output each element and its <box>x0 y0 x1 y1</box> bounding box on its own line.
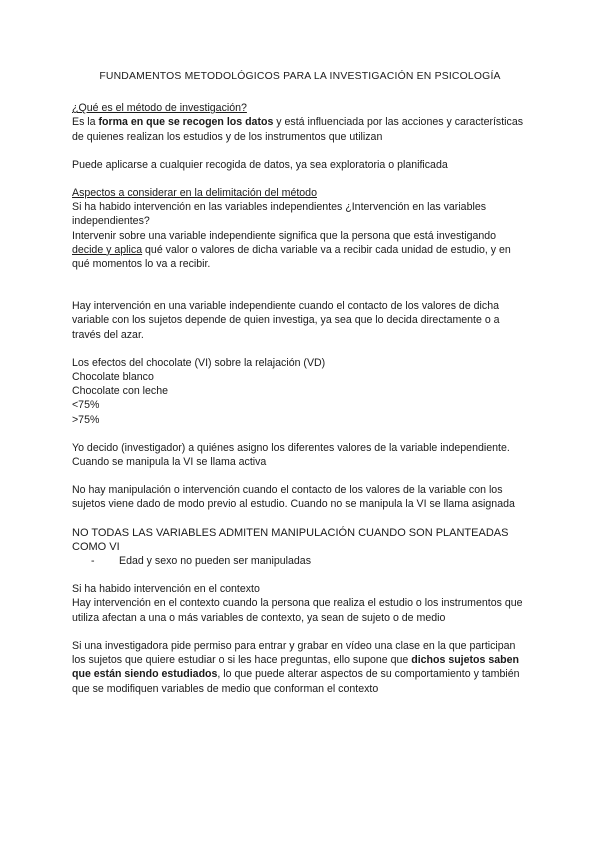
page-title: FUNDAMENTOS METODOLÓGICOS PARA LA INVESTIGACIÓN EN PSICOLOGÍA <box>99 71 501 82</box>
section-heading-method: ¿Qué es el método de investigación? <box>72 102 247 115</box>
list-item: - Edad y sexo no pueden ser manipuladas <box>72 554 528 568</box>
method-application: Puede aplicarse a cualquier recogida de datos, ya sea exploratoria o planificada <box>72 158 448 171</box>
example-item: Chocolate con leche <box>72 385 168 398</box>
no-manipulation-note: No hay manipulación o intervención cuando el contacto de los valores de la variable con los sujetos viene dado de modo previo al estudio. Cuando no se manipula la VI se llama asignada <box>72 484 515 511</box>
underlined-term: decide y aplica <box>72 243 143 256</box>
context-definition: Hay intervención en el contexto cuando la persona que realiza el estudio o los instrumentos que utiliza afectan a una o más variables de contexto, ya sean de sujeto o de medio <box>72 597 523 624</box>
example-item: >75% <box>72 413 100 426</box>
active-variable-note: Yo decido (investigador) a quiénes asigno los diferentes valores de la variable independiente. Cuando se manipula la VI se llama activa <box>72 441 510 469</box>
bold-term: forma en que se recogen los datos <box>98 116 274 129</box>
method-definition: Es la forma en que se recogen los datos y está influenciada por las acciones y características de quienes realizan los estudios y de los instrumentos que utilizan <box>72 116 524 143</box>
example-item: Chocolate blanco <box>72 371 154 384</box>
section-heading-aspects: Aspectos a considerar en la delimitación del método <box>72 187 317 200</box>
bold-term: dichos sujetos saben que están siendo estudiados <box>72 654 519 681</box>
bullet-list <box>72 554 528 568</box>
intervention-definition: Intervenir sobre una variable independiente significa que la persona que está investigando decide y aplica qué valor o valores de dicha variable va a recibir cada unidad de estudio, y en qué momentos lo va a recibir. <box>72 229 511 271</box>
example-item: <75% <box>72 399 100 412</box>
intervention-question: Si ha habido intervención en las variables independientes ¿Intervención en las variables independientes? <box>72 201 487 228</box>
context-example: Si una investigadora pide permiso para entrar y grabar en vídeo una clase en la que participan los sujetos que quiere estudiar o si les hace preguntas, ello supone que dichos sujetos saben que están siendo estudiados, lo que puede alterar aspectos de su comportamiento y también que se modifiquen variables de medio que conforman el contexto <box>72 639 520 695</box>
context-question: Si ha habido intervención en el contexto <box>72 583 260 596</box>
intervention-explanation: Hay intervención en una variable independiente cuando el contacto de los valores de dicha variable con los sujetos depende de quien investiga, ya sea que lo decida directamente o a través del azar. <box>72 300 500 341</box>
example-title: Los efectos del chocolate (VI) sobre la relajación (VD) <box>72 356 326 369</box>
uppercase-note: NO TODAS LAS VARIABLES ADMITEN MANIPULACIÓN CUANDO SON PLANTEADAS COMO VI <box>72 526 509 553</box>
